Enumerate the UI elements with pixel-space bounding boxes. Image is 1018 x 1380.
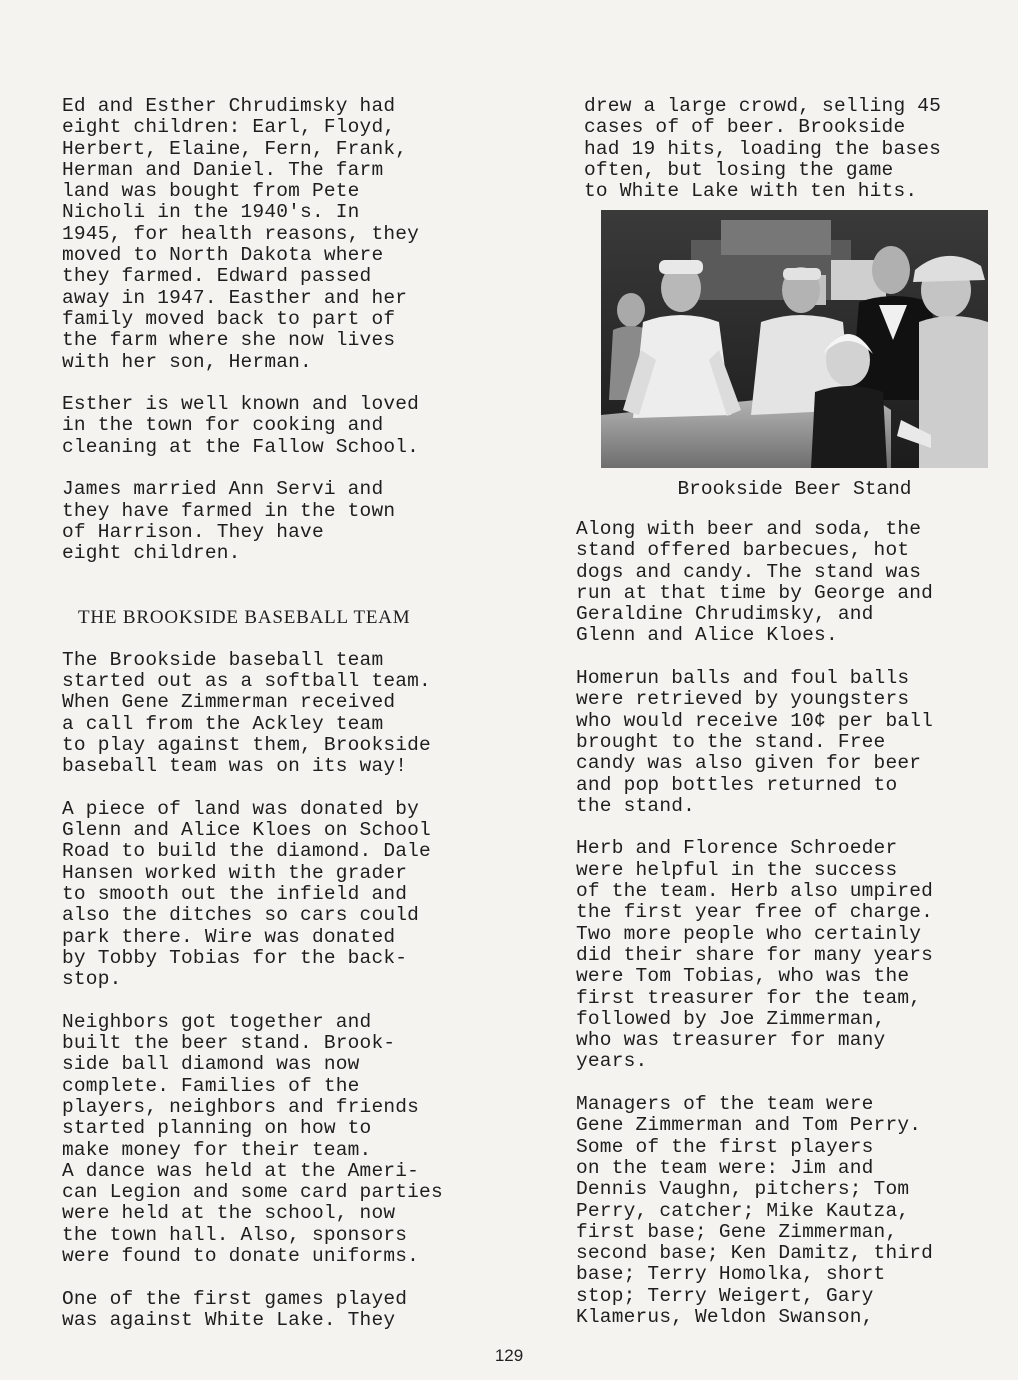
left-column-baseball-text (62, 650, 522, 1332)
text-line: to White Lake with ten hits. (584, 180, 918, 203)
text-line: Herb and Florence Schroeder (576, 837, 898, 860)
text-line: Dennis Vaughn, pitchers; Tom (576, 1178, 910, 1201)
left-column (62, 96, 522, 1331)
text-line: started planning on how to (62, 1117, 372, 1140)
text-line: side ball diamond was now (62, 1053, 360, 1076)
text-line: One of the first games played (62, 1287, 408, 1310)
text-line: cleaning at the Fallow School. (62, 435, 420, 458)
text-line: the first year free of charge. (576, 901, 934, 924)
photo-caption: Brookside Beer Stand (677, 478, 912, 500)
text-line: followed by Joe Zimmerman, (576, 1007, 886, 1030)
text-line: eight children: Earl, Floyd, (62, 116, 396, 139)
text-line: dogs and candy. The stand was (576, 560, 922, 583)
text-line: stand offered barbecues, hot (576, 539, 910, 562)
text-line: players, neighbors and friends (62, 1095, 420, 1118)
text-line: in the town for cooking and (62, 414, 384, 437)
paragraph-gap (62, 778, 522, 799)
text-line: Herman and Daniel. The farm (62, 158, 384, 181)
text-line: 1945, for health reasons, they (62, 222, 420, 245)
paragraph-gap (62, 990, 522, 1011)
text-line: The Brookside baseball team (62, 648, 384, 671)
right-column-bottom (576, 519, 1006, 1328)
text-line: on the team were: Jim and (576, 1156, 874, 1179)
text-line: moved to North Dakota where (62, 244, 384, 267)
paragraph-gap (576, 817, 1006, 838)
text-line: drew a large crowd, selling 45 (584, 95, 942, 117)
text-line: the town hall. Also, sponsors (62, 1223, 408, 1246)
text-line: James married Ann Servi and (62, 478, 384, 501)
text-line: first treasurer for the team, (576, 986, 922, 1009)
text-line: had 19 hits, loading the bases (584, 137, 942, 160)
text-line: Esther is well known and loved (62, 393, 420, 416)
text-line: often, but losing the game (584, 158, 894, 181)
text-line: stop; Terry Weigert, Gary (576, 1284, 874, 1307)
text-line: Homerun balls and foul balls (576, 667, 910, 690)
text-line: second base; Ken Damitz, third (576, 1242, 934, 1265)
text-line: Two more people who certainly (576, 922, 922, 945)
text-line: also the ditches so cars could (62, 904, 420, 927)
text-line: brought to the stand. Free (576, 730, 886, 753)
text-line: Glenn and Alice Kloes. (576, 624, 838, 647)
text-line: family moved back to part of (62, 307, 396, 330)
text-line: and pop bottles returned to (576, 773, 898, 796)
beer-stand-photo (601, 210, 988, 468)
text-line: Managers of the team were (576, 1093, 874, 1116)
text-line: run at that time by George and (576, 581, 934, 604)
text-line: Glenn and Alice Kloes on School (62, 819, 431, 842)
right-column-top (584, 96, 1004, 202)
text-line: base; Terry Homolka, short (576, 1263, 886, 1286)
text-line: Klamerus, Weldon Swanson, (576, 1305, 874, 1328)
paragraph-gap (62, 628, 522, 649)
paragraph-gap (576, 647, 1006, 668)
text-line: a call from the Ackley team (62, 712, 384, 735)
text-line: stop. (62, 968, 122, 991)
paragraph-gap (576, 1073, 1006, 1094)
text-line: Along with beer and soda, the (576, 518, 922, 540)
text-line: were helpful in the success (576, 858, 898, 881)
text-line: who was treasurer for many (576, 1029, 886, 1052)
text-line: with her son, Herman. (62, 350, 312, 373)
text-line: were retrieved by youngsters (576, 688, 910, 711)
text-line: Geraldine Chrudimsky, and (576, 603, 874, 626)
text-line: was against White Lake. They (62, 1308, 396, 1331)
text-line: Some of the first players (576, 1135, 874, 1158)
text-line: started out as a softball team. (62, 670, 431, 693)
text-line: When Gene Zimmerman received (62, 691, 396, 714)
paragraph-gap (62, 1267, 522, 1288)
text-line: by Tobby Tobias for the back- (62, 946, 408, 969)
text-line: away in 1947. Easther and her (62, 286, 408, 309)
text-line: Perry, catcher; Mike Kautza, (576, 1199, 910, 1222)
text-line: to play against them, Brookside (62, 733, 431, 756)
text-line: of the team. Herb also umpired (576, 880, 934, 903)
text-line: of Harrison. They have (62, 520, 324, 543)
text-line: land was bought from Pete (62, 180, 360, 203)
text-line: Neighbors got together and (62, 1010, 372, 1033)
paragraph-gap (62, 458, 522, 479)
section-heading: THE BROOKSIDE BASEBALL TEAM (78, 607, 411, 629)
paragraph-gap (62, 586, 522, 607)
text-line: Herbert, Elaine, Fern, Frank, (62, 137, 408, 160)
text-line: can Legion and some card parties (62, 1181, 443, 1204)
text-line: years. (576, 1050, 648, 1073)
text-line: who would receive 10¢ per ball (576, 709, 934, 732)
text-line: did their share for many years (576, 943, 934, 966)
text-line: first base; Gene Zimmerman, (576, 1220, 898, 1243)
text-line: the stand. (576, 794, 696, 817)
page-number: 129 (494, 1346, 524, 1365)
text-line: Gene Zimmerman and Tom Perry. (576, 1114, 922, 1137)
text-line: were held at the school, now (62, 1202, 396, 1225)
text-line: complete. Families of the (62, 1074, 360, 1097)
text-line: Ed and Esther Chrudimsky had (62, 95, 396, 117)
text-line: make money for their team. (62, 1138, 372, 1161)
text-line: they farmed. Edward passed (62, 265, 372, 288)
text-line: built the beer stand. Brook- (62, 1032, 396, 1055)
text-line: eight children. (62, 542, 241, 565)
text-line: A dance was held at the Ameri- (62, 1159, 420, 1182)
text-line: Hansen worked with the grader (62, 861, 408, 884)
text-line: the farm where she now lives (62, 329, 396, 352)
text-line: Nicholi in the 1940's. In (62, 201, 360, 224)
text-line: cases of of beer. Brookside (584, 116, 906, 139)
text-line: Road to build the diamond. Dale (62, 840, 431, 863)
text-line: they have farmed in the town (62, 499, 396, 522)
paragraph-gap (62, 373, 522, 394)
text-line: to smooth out the infield and (62, 882, 408, 905)
left-column-family-text (62, 96, 522, 565)
text-line: were Tom Tobias, who was the (576, 965, 910, 988)
text-line: park there. Wire was donated (62, 925, 396, 948)
text-line: baseball team was on its way! (62, 755, 408, 778)
text-line: A piece of land was donated by (62, 797, 420, 820)
paragraph-gap (62, 565, 522, 586)
text-line: candy was also given for beer (576, 752, 922, 775)
text-line: were found to donate uniforms. (62, 1245, 420, 1268)
